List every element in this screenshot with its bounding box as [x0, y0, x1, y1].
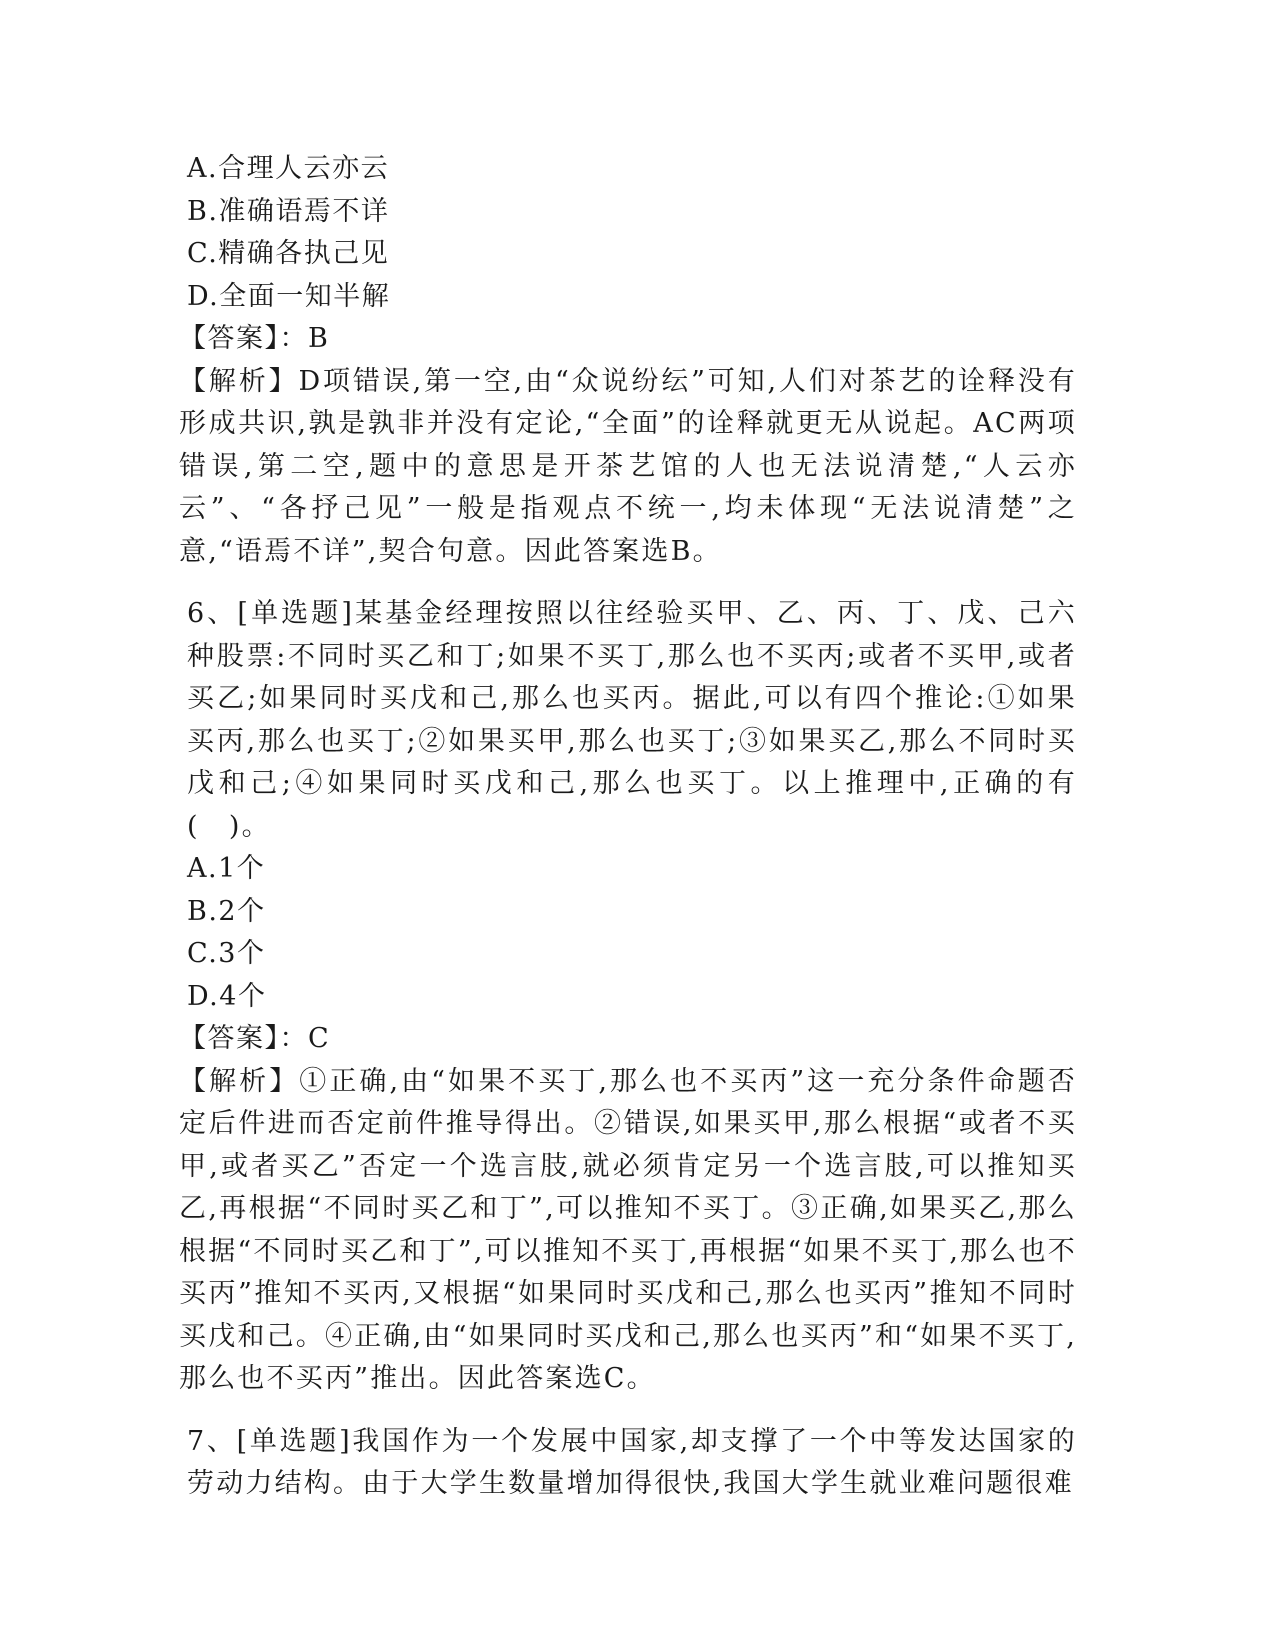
question-5-options: [187, 148, 1077, 318]
question-6-options: [187, 848, 1077, 1018]
spacer: [187, 573, 1077, 593]
question-7-stem: 7、[单选题]我国作为一个发展中国家,却支撑了一个中等发达国家的劳动力结构。由于大学生数量增加得很快,我国大学生就业难问题很难: [187, 1425, 1077, 1499]
option-a: A.合理人云亦云: [187, 153, 390, 184]
option-a: A.1个: [187, 853, 266, 884]
question-6-explanation: 【解析】①正确,由“如果不买丁,那么也不买丙”这一充分条件命题否定后件进而否定前件推导得出。②错误,如果买甲,那么根据“或者不买甲,或者买乙”否定一个选言肢,就必须肯定另一个选言肢,可以推知买乙,再根据“不同时买乙和丁”,可以推知不买丁。③正确,如果买乙,那么根据“不同时买乙和丁”,可以推知不买丁,再根据“如果不买丁,那么也不买丙”推知不买丙,又根据“如果同时买戊和己,那么也买丙”推知不同时买戊和己。④正确,由“如果同时买戊和己,那么也买丙”和“如果不买丁,那么也不买丙”推出。因此答案选C。: [179, 1065, 1077, 1394]
option-c: C.精确各执己见: [187, 238, 390, 269]
question-6-answer: 【答案】：C: [179, 1023, 331, 1054]
option-d: D.4个: [187, 980, 267, 1012]
question-5-explanation: 【解析】D项错误,第一空,由“众说纷纭”可知,人们对茶艺的诠释没有形成共识,孰是孰非并没有定论,“全面”的诠释就更无从说起。AC两项错误,第二空,题中的意思是开茶艺馆的人也无法说清楚,“人云亦云”、“各抒己见”一般是指观点不统一,均未体现“无法说清楚”之意,“语焉不详”,契合句意。因此答案选B。: [179, 365, 1077, 567]
question-5-answer: 【答案】：B: [179, 323, 330, 354]
question-6-stem: 6、[单选题]某基金经理按照以往经验买甲、乙、丙、丁、戊、己六种股票:不同时买乙和丁;如果不买丁,那么也不买丙;或者不买甲,或者买乙;如果同时买戊和己,那么也买丙。据此,可以有四个推论:①如果买丙,那么也买丁;②如果买甲,那么也买丁;③如果买乙,那么不同时买戊和己;④如果同时买戊和己,那么也买丁。以上推理中,正确的有( )。: [187, 598, 1077, 842]
option-b: B.准确语焉不详: [187, 195, 390, 227]
option-d: D.全面一知半解: [187, 280, 391, 312]
spacer: [187, 1401, 1077, 1421]
option-c: C.3个: [187, 938, 266, 969]
option-b: B.2个: [187, 895, 266, 927]
document-page: [179, 148, 1077, 1506]
